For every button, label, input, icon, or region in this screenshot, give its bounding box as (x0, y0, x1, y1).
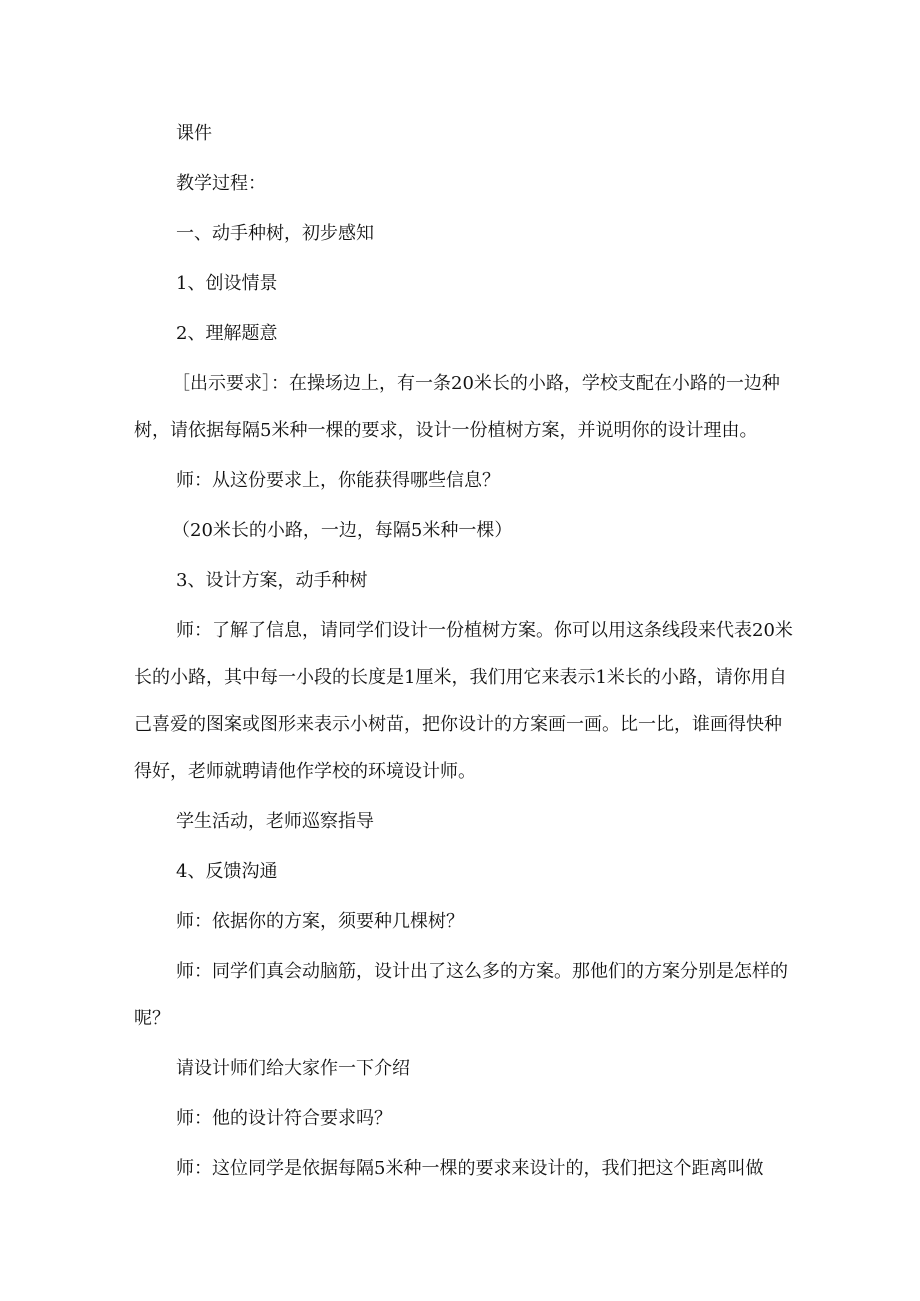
paragraph-teacher-distance: 师：这位同学是依据每隔5米种一棵的要求来设计的，我们把这个距离叫做 (176, 1158, 764, 1179)
step-design-plan: 3、设计方案，动手种树 (176, 570, 368, 591)
step-feedback: 4、反馈沟通 (176, 861, 278, 882)
document-body (134, 118, 794, 1203)
paragraph-designers-introduce: 请设计师们给大家作一下介绍 (176, 1058, 410, 1079)
step-understand-problem: 2、理解题意 (176, 323, 278, 344)
paragraph-teaching-process: 教学过程： (176, 173, 266, 194)
paragraph-info-answer: （20米长的小路，一边，每隔5米种一棵） (172, 520, 513, 541)
paragraph-courseware: 课件 (176, 123, 212, 144)
paragraph-teacher-how-many: 师：依据你的方案，须要种几棵树？ (176, 911, 464, 932)
paragraph-teacher-check: 师：他的设计符合要求吗？ (176, 1108, 392, 1129)
step-create-scenario: 1、创设情景 (176, 273, 278, 294)
paragraph-requirement: ［出示要求］：在操场边上，有一条20米长的小路，学校支配在小路的一边种树，请依据每隔5米种一棵的要求，设计一份植树方案，并说明你的设计理由。 (134, 373, 780, 441)
paragraph-teacher-instruction: 师：了解了信息，请同学们设计一份植树方案。你可以用这条线段来代表20米长的小路，其中每一小段的长度是1厘米，我们用它来表示1米长的小路，请你用自己喜爱的图案或图形来表示小树苗，把你设计的方案画一画。比一比，谁画得快种得好，老师就聘请他作学校的环境设计师。 (134, 620, 793, 782)
paragraph-teacher-question: 师：从这份要求上，你能获得哪些信息？ (176, 470, 500, 491)
paragraph-student-activity: 学生活动，老师巡察指导 (176, 811, 374, 832)
paragraph-teacher-praise: 师：同学们真会动脑筋，设计出了这么多的方案。那他们的方案分别是怎样的呢？ (134, 961, 788, 1029)
section-heading-1: 一、动手种树，初步感知 (176, 223, 374, 244)
